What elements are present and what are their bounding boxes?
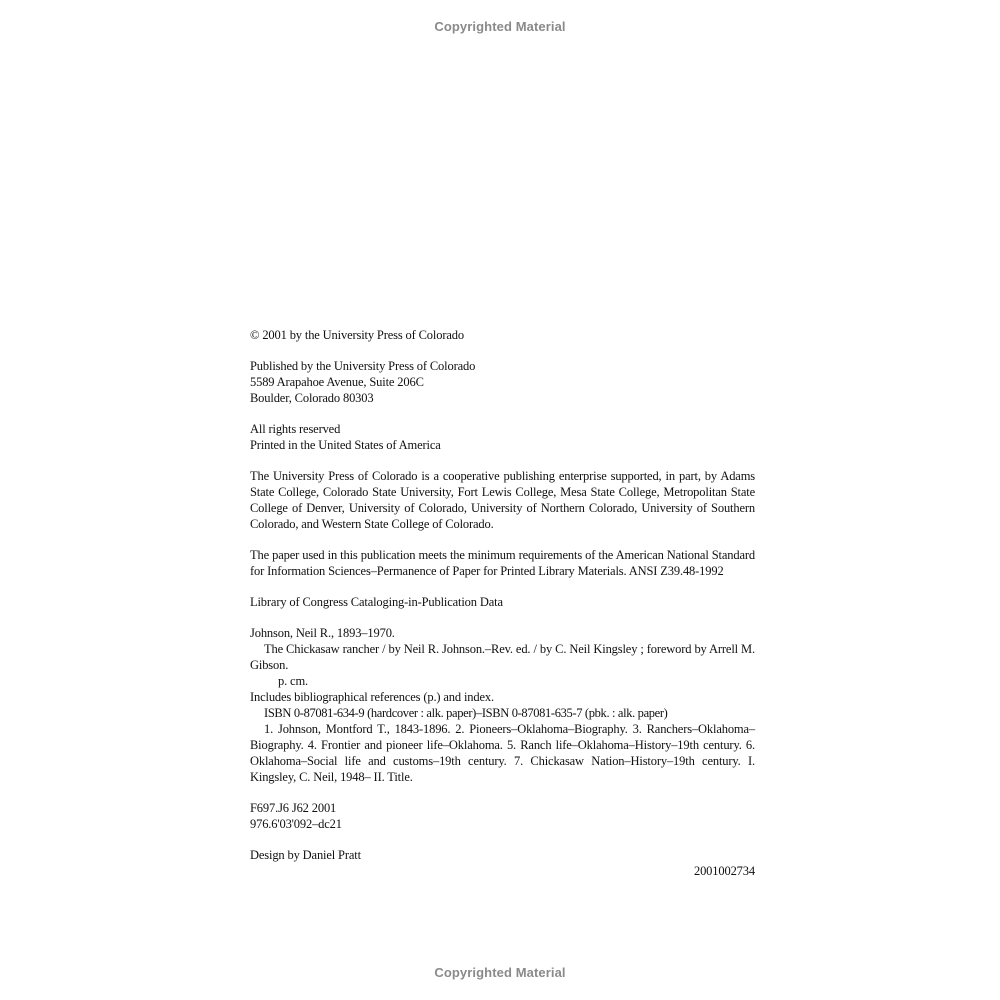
copyright-notice bbox=[250, 327, 755, 343]
cip-heading: Library of Congress Cataloging-in-Publication Data bbox=[250, 595, 503, 609]
cip-title-statement: The Chickasaw rancher / by Neil R. Johnson.–Rev. ed. / by C. Neil Kingsley ; foreword by Arrell M. Gibson. bbox=[250, 642, 755, 672]
printed-in: Printed in the United States of America bbox=[250, 438, 441, 452]
publisher-line-1: Published by the University Press of Colorado bbox=[250, 359, 476, 373]
copyright-watermark-bottom: Copyrighted Material bbox=[434, 965, 566, 980]
paper-statement: The paper used in this publication meets the minimum requirements of the American National Standard for Information Sciences–Permanence of Paper for Printed Library Materials. ANSI Z39.48-1992 bbox=[250, 548, 755, 578]
classification-block bbox=[250, 800, 755, 832]
cip-record bbox=[250, 625, 755, 785]
cip-notes: Includes bibliographical references (p.) and index. bbox=[250, 690, 494, 704]
cooperative-statement-block bbox=[250, 468, 755, 532]
copyright-page bbox=[250, 327, 755, 879]
copyright-watermark-top: Copyrighted Material bbox=[434, 19, 566, 34]
design-credit-block bbox=[250, 847, 755, 879]
cip-isbn: ISBN 0-87081-634-9 (hardcover : alk. paper)–ISBN 0-87081-635-7 (pbk. : alk. paper) bbox=[264, 706, 668, 720]
lccn-number: 2001002734 bbox=[693, 864, 755, 878]
publisher-line-2: 5589 Arapahoe Avenue, Suite 206C bbox=[250, 375, 424, 389]
copyright-line: © 2001 by the University Press of Colorado bbox=[250, 328, 464, 342]
paper-statement-block bbox=[250, 547, 755, 579]
publisher-address bbox=[250, 358, 755, 406]
cip-heading-block bbox=[250, 594, 755, 610]
design-credit: Design by Daniel Pratt bbox=[250, 848, 361, 862]
cooperative-statement: The University Press of Colorado is a cooperative publishing enterprise supported, in part, by Adams State College, Colorado State University, Fort Lewis College, Mesa State College, Metropolitan State College of Denver, University of Colorado, University of Northern Colorado, University of Southern Colorado, and Western State College of Colorado. bbox=[250, 469, 755, 531]
cip-extent: p. cm. bbox=[278, 674, 308, 688]
rights-statement bbox=[250, 421, 755, 453]
dewey-classification: 976.6'03'092–dc21 bbox=[250, 817, 342, 831]
cip-subjects: 1. Johnson, Montford T., 1843-1896. 2. Pioneers–Oklahoma–Biography. 3. Ranchers–Oklahoma–Biography. 4. Frontier and pioneer life–Oklahoma. 5. Ranch life–Oklahoma–History–19th century. 6. Oklahoma–Social life and customs–19th century. 7. Chickasaw Nation–History–19th century. I. Kingsley, C. Neil, 1948– II. Title. bbox=[250, 722, 755, 784]
lc-classification: F697.J6 J62 2001 bbox=[250, 801, 337, 815]
cip-author: Johnson, Neil R., 1893–1970. bbox=[250, 626, 395, 640]
publisher-line-3: Boulder, Colorado 80303 bbox=[250, 391, 374, 405]
rights-reserved: All rights reserved bbox=[250, 422, 341, 436]
